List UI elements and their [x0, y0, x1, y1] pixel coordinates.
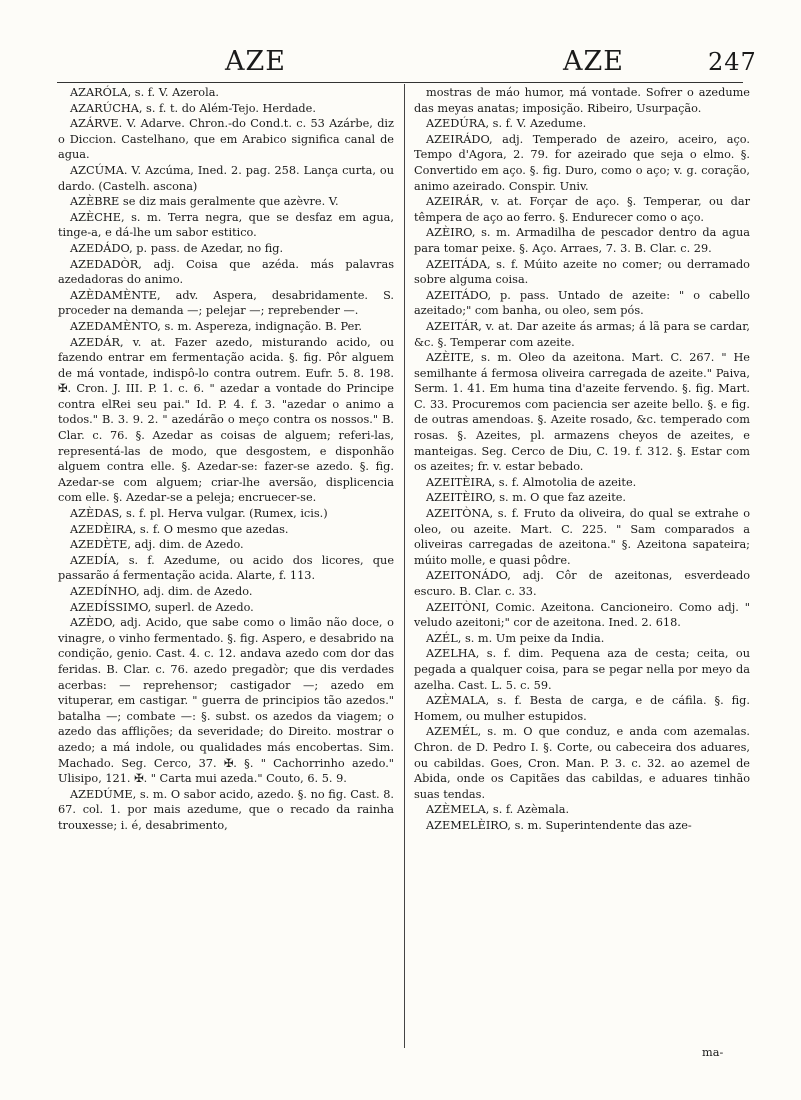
dictionary-entry: AZÈMELA, s. f. Azèmala.	[426, 803, 570, 817]
dictionary-entry: AZARÓLA, s. f. V. Azerola.	[70, 86, 220, 99]
dictionary-entry: AZEMÉL, s. m. O que conduz, e anda com azemalas. Chron. de D. Pedro I. §. Corte, ou cabeceira dos aduares, ou cabildas. Goes, Cron. Man. P. 3. c. 32. ao azemel de Abida, onde os Capitães das cabildas, e aduares tinhão suas tendas.	[414, 725, 750, 801]
column-divider	[404, 84, 405, 1048]
dictionary-entry: AZÈMALA, s. f. Besta de carga, e de cáfila. §. fig. Homem, ou mulher estupidos.	[414, 694, 750, 723]
dictionary-entry: AZÈIRO, s. m. Armadilha de pescador dentro da agua para tomar peixe. §. Aço. Arraes, 7. 3. B. Clar. c. 29.	[414, 226, 750, 255]
dictionary-entry: AZEDÁR, v. at. Fazer azedo, misturando acido, ou fazendo entrar em fermentação acida. §. fig. Pôr alguem de má vontade, indispô-lo contra outrem. Eufr. 5. 8. 198. ✠. Cron. J. III. P. 1. c. 6. " azedar a vontade do Principe contra elRei seu pai." Id. P. 4. f. 3. "azedar o animo a todos." B. 3. 9. 2. " azedárão o meço contra os nossos." B. Clar. c. 76. §. Azedar as coisas de alguem; referi-las, representá-las de modo, que desgostem, e disponhão alguem contra elle. §. Azedar-se: fazer-se azedo. §. fig. Azedar-se com alguem; criar-lhe aversão, displicencia com elle. §. Azedar-se a peleja; encruecer-se.	[58, 335, 394, 505]
dictionary-entry: AZEITÒNA, s. f. Fruto da oliveira, do qual se extrahe o oleo, ou azeite. Mart. C. 225. " Sam comparados a oliveiras carregadas de azeitona." §. Azeitona sapateira; múito molle, e quasi pôdre.	[414, 507, 750, 567]
dictionary-entry: AZEMELÈIRO, s. m. Superintendente das aze-	[426, 818, 692, 832]
dictionary-entry: AZEIRÁR, v. at. Forçar de aço. §. Temperar, ou dar têmpera de aço ao ferro. §. Endurecer como o aço.	[414, 195, 750, 224]
dictionary-entry: AZEITÈIRA, s. f. Almotolia de azeite.	[426, 475, 637, 489]
left-column	[58, 85, 394, 834]
dictionary-entry: AZEDADÒR, adj. Coisa que azéda. más palavras azedadoras do animo.	[58, 257, 394, 287]
header-rule	[57, 82, 743, 83]
dictionary-entry: AZÈDAMÈNTE, adv. Aspera, desabridamente. S. proceder na demanda —; pelejar —; reprebender —.	[58, 288, 394, 318]
dictionary-entry: AZÈCHE, s. m. Terra negra, que se desfaz em agua, tinge-a, e dá-lhe um sabor estitico.	[58, 210, 394, 240]
dictionary-entry: AZÁRVE. V. Adarve. Chron.-do Cond.t. c. 53 Azárbe, diz o Diccion. Castelhano, que em Arabico significa canal de agua.	[58, 117, 394, 162]
running-head-right: AZE	[563, 46, 624, 77]
dictionary-entry: AZEITÁDA, s. f. Múito azeite no comer; ou derramado sobre alguma coisa.	[414, 257, 750, 287]
dictionary-entry: AZEITÁR, v. at. Dar azeite ás armas; á lã para se cardar, &c. §. Temperar com azeite.	[414, 319, 750, 349]
dictionary-entry: AZEDÈTE, adj. dim. de Azedo.	[70, 538, 244, 552]
dictionary-entry: AZEDÁDO, p. pass. de Azedar, no fig.	[70, 241, 284, 255]
dictionary-entry: AZEDÍSSIMO, superl. de Azedo.	[70, 600, 254, 614]
dictionary-entry: AZEIRÁDO, adj. Temperado de azeiro, aceiro, aço. Tempo d'Agora, 2. 79. for azeirado que seja o elmo. §. Convertido em aço. §. fig. Duro, como o aço; v. g. coração, animo azeirado. Conspir. Univ.	[414, 132, 750, 193]
page-number: 247	[708, 48, 757, 76]
dictionary-entry: AZCÚMA. V. Azcúma, Ined. 2. pag. 258. Lança curta, ou dardo. (Castelh. ascona)	[58, 163, 394, 193]
dictionary-entry: AZÉL, s. m. Um peixe da India.	[426, 631, 605, 645]
dictionary-entry: AZARÚCHA, s. f. t. do Além-Tejo. Herdade.	[70, 101, 316, 115]
dictionary-entry: AZEDÈIRA, s. f. O mesmo que azedas.	[70, 522, 289, 536]
dictionary-entry: AZEDAMÈNTO, s. m. Aspereza, indignação. B. Per.	[70, 319, 363, 333]
dictionary-entry: AZEDÍA, s. f. Azedume, ou acido dos licores, que passarão á fermentação acida. Alarte, f. 113.	[58, 553, 394, 583]
dictionary-entry: AZEITÁDO, p. pass. Untado de azeite: " o cabello azeitado;" com banha, ou oleo, sem pós.	[414, 288, 750, 318]
running-head-left: AZE	[225, 46, 286, 77]
dictionary-entry: AZEITÈIRO, s. m. O que faz azeite.	[426, 491, 627, 505]
dictionary-entry: AZEDÚRA, s. f. V. Azedume.	[426, 117, 587, 131]
dictionary-entry: AZEITÒNI, Comic. Azeitona. Cancioneiro. Como adj. " veludo azeitoni;" cor de azeitona. Ined. 2. 618.	[414, 600, 750, 630]
right-column	[414, 85, 750, 834]
dictionary-entry: AZÈITE, s. m. Oleo da azeitona. Mart. C. 267. " He semilhante á fermosa oliveira carregada de azeite." Paiva, Serm. 1. 41. Em huma tina d'azeite fervendo. §. fig. Mart. C. 33. Procuremos com paciencia ser azeite bello. §. e fig. de outras amendoas. §. Azeite rosado, &c. temperado com rosas. §. Azeites, pl. armazens cheyos de azeites, e manteigas. Seg. Cerco de Diu, C. 19. f. 312. §. Estar com os azeites; fr. v. estar bebado.	[414, 351, 750, 474]
dictionary-entry: AZEDÍNHO, adj. dim. de Azedo.	[70, 585, 253, 598]
dictionary-entry: AZELHA, s. f. dim. Pequena aza de cesta; ceita, ou pegada a qualquer coisa, para se pegar nella por meyo da azelha. Cast. L. 5. c. 59.	[414, 647, 750, 692]
dictionary-entry: AZÈDO, adj. Acido, que sabe como o limão não doce, o vinagre, o vinho fermentado. §. fig. Aspero, e desabrido na condição, genio. Cast. 4. c. 12. andava azedo com dor das feridas. B. Clar. c. 76. azedo pregadòr; que dis verdades acerbas: — reprehensor; castigador —; azedo em vituperar, em castigar. " guerra de principios tão azedos." batalha —; combate —: §. subst. os azedos da viagem; o azedo das afflições; da severidade; do Direito. mostrar o azedo; a má indole, ou qualidades más encobertas. Sim. Machado. Seg. Cerco, 37. ✠. §. " Cachorrinho azedo." Ulisipo, 121. ✠. " Carta mui azeda." Couto, 6. 5. 9.	[58, 616, 394, 786]
dictionary-entry: AZÈBRE se diz mais geralmente que azèvre. V.	[70, 195, 339, 209]
catchword: ma-	[702, 1046, 724, 1059]
dictionary-entry: mostras de máo humor, má vontade. Sofrer o azedume das meyas anatas; imposição. Ribeiro, Usurpação.	[414, 86, 750, 115]
dictionary-entry: AZEDÚME, s. m. O sabor acido, azedo. §. no fig. Cast. 8. 67. col. 1. por mais azedume, que o recado da rainha trouxesse; i. é, desabrimento,	[58, 787, 394, 832]
dictionary-entry: AZÈDAS, s. f. pl. Herva vulgar. (Rumex, icis.)	[70, 507, 328, 521]
dictionary-entry: AZEITONÁDO, adj. Côr de azeitonas, esverdeado escuro. B. Clar. c. 33.	[414, 569, 750, 598]
